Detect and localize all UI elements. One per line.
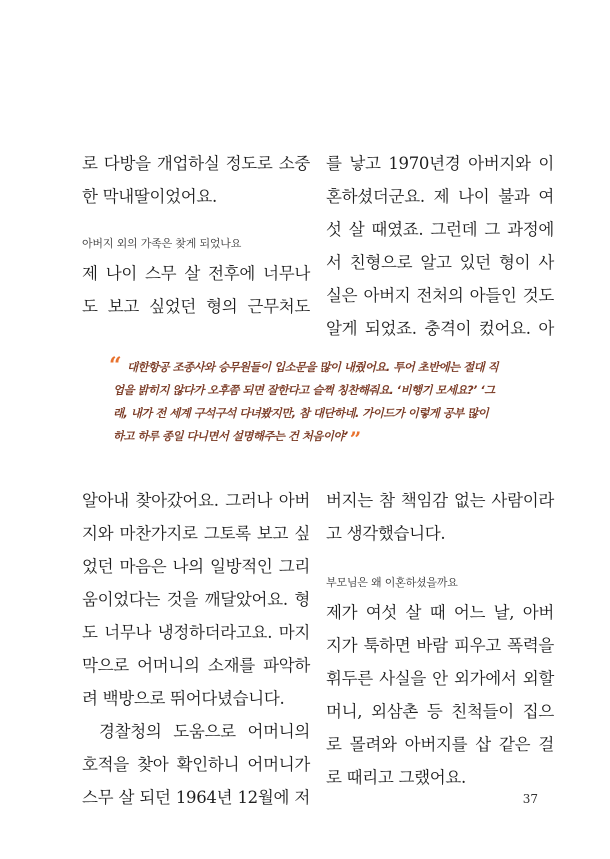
body-text-line: 경찰청의 도움으로 어머니의 — [99, 722, 310, 741]
body-text-line: 었던 마음은 나의 일방적인 그리 — [82, 557, 310, 576]
body-text-line: 로 다방을 개업하실 정도로 소중 — [82, 154, 310, 173]
body-text-line: 도 보고 싶었던 형의 근무처도 — [82, 297, 310, 316]
quote-line: 래, 내가 전 세계 구석구석 다녀봤지만, 참 대단하네. 가이드가 이렇게 공부 많이 — [113, 406, 489, 420]
body-text-line: 실은 아버지 전처의 아들인 것도 — [326, 286, 554, 305]
body-text-line: 막으로 어머니의 소재를 파악하 — [82, 656, 310, 675]
body-text-line: 로 때리고 그랬어요. — [326, 768, 466, 787]
bottom-right-column — [326, 484, 554, 794]
top-right-column — [326, 147, 554, 345]
body-text-line: 휘두른 사실을 안 외가에서 외할 — [326, 669, 554, 688]
top-left-column — [82, 147, 310, 323]
body-text-line: 려 백방으로 뛰어다녔습니다. — [82, 689, 285, 708]
body-text-line: 지와 마찬가지로 그토록 보고 싶 — [82, 524, 310, 543]
section-question: 아버지 외의 가족은 찾게 되었나요 — [82, 237, 242, 250]
body-text-line: 알아내 찾아갔어요. 그러나 아버 — [82, 491, 310, 510]
section-question: 부모님은 왜 이혼하셨을까요 — [326, 576, 458, 589]
body-text-line: 움이었다는 것을 깨달았어요. 형 — [82, 590, 310, 609]
body-text-line: 고 생각했습니다. — [326, 524, 446, 543]
body-text-line: 를 낳고 1970년경 아버지와 이 — [326, 154, 554, 173]
body-text-line: 섯 살 때였죠. 그런데 그 과정에 — [326, 220, 554, 239]
body-text-line: 머니, 외삼촌 등 친척들이 집으 — [326, 702, 554, 721]
open-quote-mark: “ — [109, 353, 122, 379]
body-text-line: 도 너무나 냉정하더라고요. 마지 — [82, 623, 310, 642]
body-text-line: 혼하셨더군요. 제 나이 불과 여 — [326, 187, 554, 206]
body-text-line: 알게 되었죠. 충격이 컸어요. 아 — [326, 319, 554, 338]
quote-line: 업을 밝히지 않다가 오후쯤 되면 잘한다고 슬쩍 칭찬해줘요. ‘비행기 모세요?’ ‘그 — [113, 383, 495, 397]
body-text-line: 스무 살 되던 1964년 12월에 저 — [82, 788, 310, 807]
body-text-line: 제 나이 스무 살 전후에 너무나 — [82, 264, 310, 283]
bottom-left-column — [82, 484, 310, 814]
body-text-line: 제가 여섯 살 때 어느 날, 아버 — [326, 603, 554, 622]
body-text-line: 지가 툭하면 바람 피우고 폭력을 — [326, 636, 554, 655]
quote-line: 대한항공 조종사와 승무원들이 입소문을 많이 내줬어요. 투어 초반에는 절대 직 — [127, 360, 499, 374]
close-quote-mark: ” — [349, 427, 361, 451]
body-text-line: 호적을 찾아 확인하니 어머니가 — [82, 755, 310, 774]
body-text-line: 한 막내딸이었어요. — [82, 187, 218, 206]
body-text-line: 로 몰려와 아버지를 삽 같은 걸 — [326, 735, 554, 754]
quote-line: 하고 하루 종일 다니면서 설명해주는 건 처음이야’ ” — [113, 427, 361, 451]
body-text-line: 서 친형으로 알고 있던 형이 사 — [326, 253, 554, 272]
body-text-line: 버지는 참 책임감 없는 사람이라 — [326, 491, 554, 510]
pull-quote — [109, 353, 523, 451]
page-number: 37 — [522, 792, 538, 806]
